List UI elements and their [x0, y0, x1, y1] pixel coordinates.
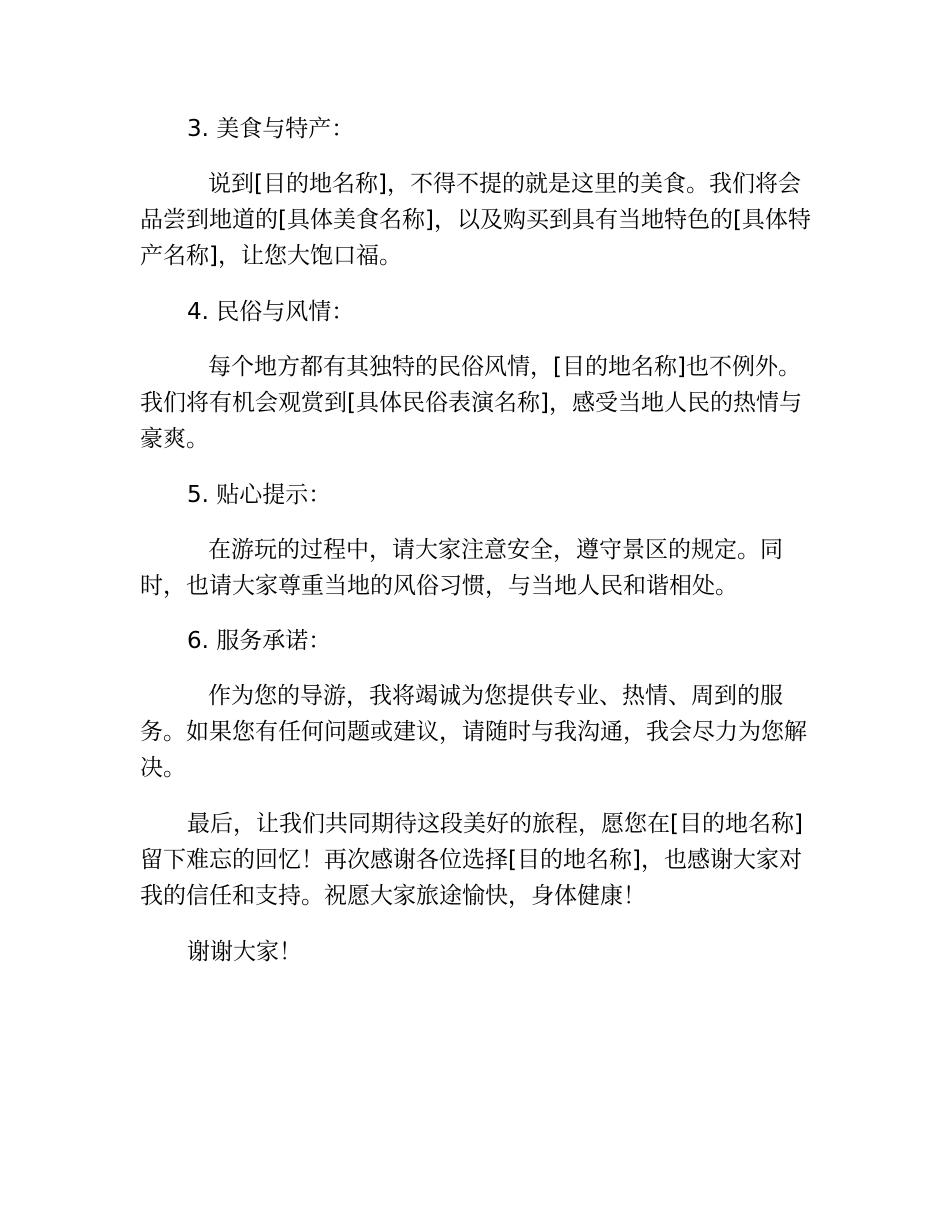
- closing-paragraph: 最后，让我们共同期待这段美好的旅程，愿您在[目的地名称]留下难忘的回忆！再次感谢各位选择[目的地名称]，也感谢大家对我的信任和支持。祝愿大家旅途愉快，身体健康！: [140, 811, 803, 909]
- section-body-service: 作为您的导游，我将竭诚为您提供专业、热情、周到的服务。如果您有任何问题或建议，请随时与我沟通，我会尽力为您解决。: [140, 683, 807, 781]
- section-heading-food: 3. 美食与特产：: [187, 116, 355, 142]
- section-body-food: 说到[目的地名称]，不得不提的就是这里的美食。我们将会品尝到地道的[具体美食名称]，以及购买到具有当地特色的[具体特产名称]，让您大饱口福。: [140, 171, 811, 269]
- section-heading-service: 6. 服务承诺：: [187, 628, 332, 654]
- thanks-line: 谢谢大家！: [187, 939, 302, 965]
- section-body-folk-customs: 每个地方都有其独特的民俗风情，[目的地名称]也不例外。我们将有机会观赏到[具体民俗表演名称]，感受当地人民的热情与豪爽。: [140, 354, 802, 452]
- section-body-tips: 在游玩的过程中，请大家注意安全，遵守景区的规定。同时，也请大家尊重当地的风俗习惯，与当地人民和谐相处。: [140, 537, 783, 599]
- section-heading-folk-customs: 4. 民俗与风情：: [187, 299, 355, 325]
- section-heading-tips: 5. 贴心提示：: [187, 482, 332, 508]
